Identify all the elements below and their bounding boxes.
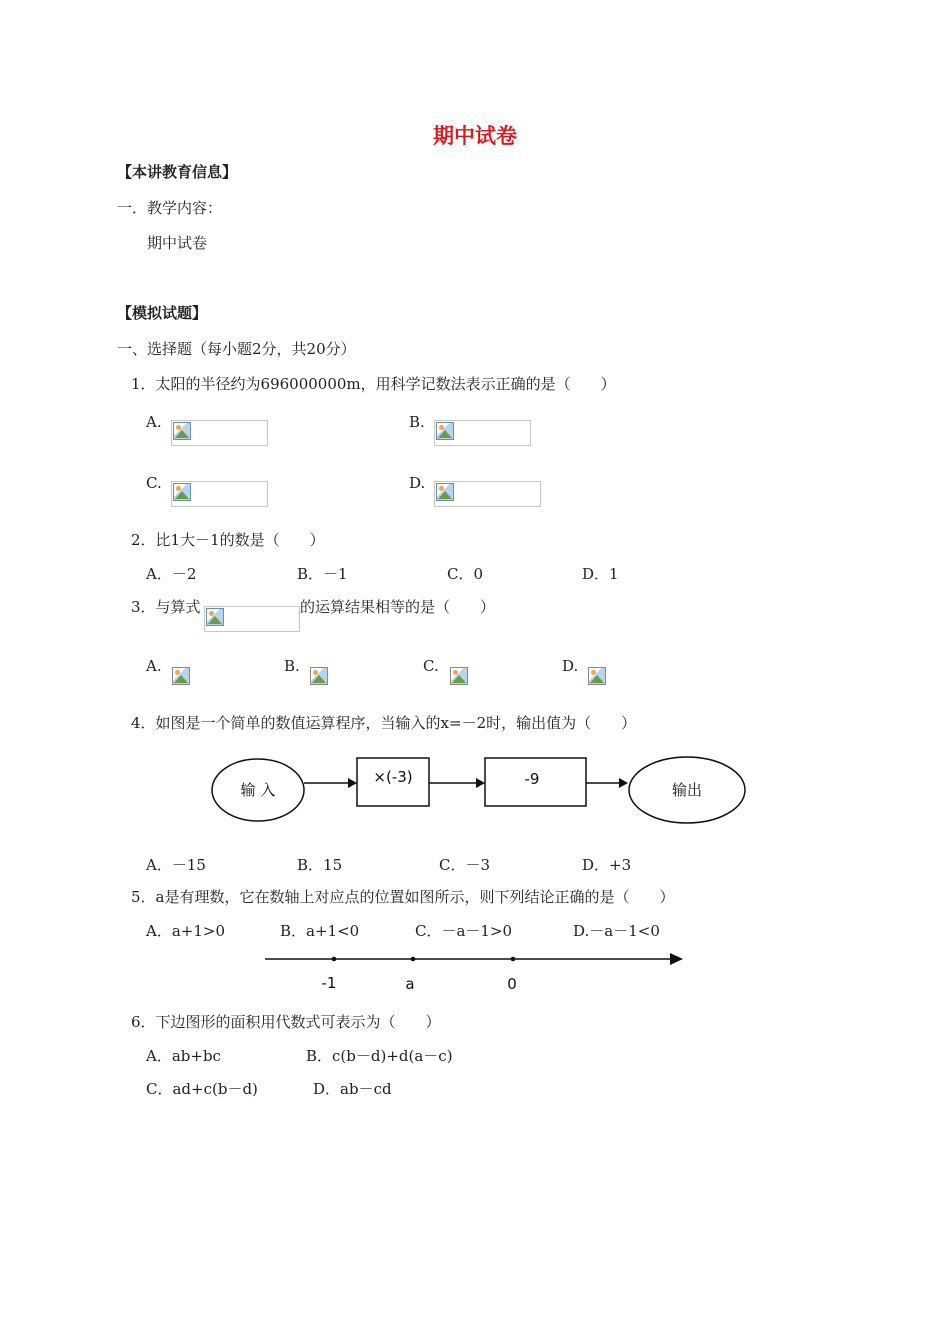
q1-option-a-image — [171, 420, 268, 446]
arrow-icon — [670, 953, 683, 965]
q4-option-b: B．15 — [297, 856, 343, 874]
q6-option-d: D．ab－cd — [313, 1080, 392, 1098]
q1-option-c-image — [171, 481, 268, 507]
q5-option-b: B．a+1<0 — [280, 922, 360, 940]
flowchart-diagram — [205, 750, 750, 830]
broken-image-icon — [436, 483, 454, 501]
question-1-text: 1．太阳的半径约为696000000m，用科学记数法表示正确的是（ ） — [131, 375, 616, 393]
broken-image-icon — [310, 667, 328, 685]
axis-label-zero: 0 — [507, 975, 517, 993]
broken-image-icon — [450, 667, 468, 685]
broken-image-icon — [173, 483, 191, 501]
q1-option-b-label: B. — [409, 413, 425, 431]
section-heading-info: 【本讲教育信息】 — [117, 163, 238, 181]
q3-option-b-label: B. — [284, 657, 300, 675]
q4-option-a: A．－15 — [146, 856, 206, 874]
q6-option-a: A．ab+bc — [146, 1047, 221, 1065]
broken-image-icon — [173, 422, 191, 440]
q2-option-c: C．0 — [447, 565, 484, 583]
q4-option-d: D．+3 — [582, 856, 632, 874]
section-heading-mock: 【模拟试题】 — [117, 304, 208, 322]
q3-option-c-label: C. — [423, 657, 439, 675]
page-title: 期中试卷 — [433, 124, 517, 148]
q3-option-a-label: A. — [146, 657, 162, 675]
arrow-icon — [619, 778, 628, 788]
question-3-text-after: 的运算结果相等的是（ ） — [300, 598, 496, 616]
q6-option-b: B．c(b－d)+d(a－c) — [306, 1047, 453, 1065]
q3-expression-image — [204, 606, 300, 632]
question-6-text: 6．下边图形的面积用代数式可表示为（ ） — [131, 1013, 441, 1031]
broken-image-icon — [206, 608, 224, 626]
q1-option-c-label: C. — [146, 474, 162, 492]
axis-label-a: a — [405, 975, 415, 993]
broken-image-icon — [436, 422, 454, 440]
arrow-icon — [348, 778, 357, 788]
teaching-content-value: 期中试卷 — [147, 234, 208, 252]
question-4-text: 4．如图是一个简单的数值运算程序，当输入的x=－2时，输出值为（ ） — [131, 714, 637, 732]
flow-output-label: 输出 — [671, 781, 703, 799]
q5-option-c: C．－a－1>0 — [415, 922, 513, 940]
arrow-icon — [476, 778, 485, 788]
axis-point-a — [411, 957, 416, 962]
flow-step-1-label: ×(-3) — [373, 768, 413, 786]
q1-option-d-label: D. — [409, 474, 426, 492]
broken-image-icon — [172, 667, 190, 685]
question-3-text-before: 3．与算式 — [131, 598, 201, 616]
q2-option-a: A．－2 — [146, 565, 197, 583]
part1-heading: 一、选择题（每小题2分，共20分） — [117, 340, 356, 358]
q1-option-a-label: A. — [146, 413, 162, 431]
q1-option-d-image — [434, 481, 541, 507]
q4-option-c: C．－3 — [439, 856, 491, 874]
teaching-content-label: 一．教学内容： — [117, 199, 223, 217]
q5-option-d: D.－a－1<0 — [573, 922, 660, 940]
question-2-text: 2．比1大－1的数是（ ） — [131, 531, 325, 549]
q1-option-b-image — [434, 420, 531, 446]
q5-option-a: A．a+1>0 — [146, 922, 225, 940]
q3-option-d-label: D. — [562, 657, 579, 675]
q2-option-b: B．－1 — [297, 565, 348, 583]
q6-option-c: C．ad+c(b－d) — [146, 1080, 258, 1098]
axis-point-zero — [511, 957, 516, 962]
number-line-diagram — [262, 948, 687, 994]
question-5-text: 5．a是有理数，它在数轴上对应点的位置如图所示，则下列结论正确的是（ ） — [131, 888, 675, 906]
axis-label-minus-one: -1 — [321, 974, 337, 992]
q2-option-d: D．1 — [582, 565, 619, 583]
flow-input-label: 输 入 — [240, 781, 276, 799]
axis-point-minus-one — [332, 957, 337, 962]
broken-image-icon — [588, 667, 606, 685]
flow-step-2-label: -9 — [524, 770, 540, 788]
